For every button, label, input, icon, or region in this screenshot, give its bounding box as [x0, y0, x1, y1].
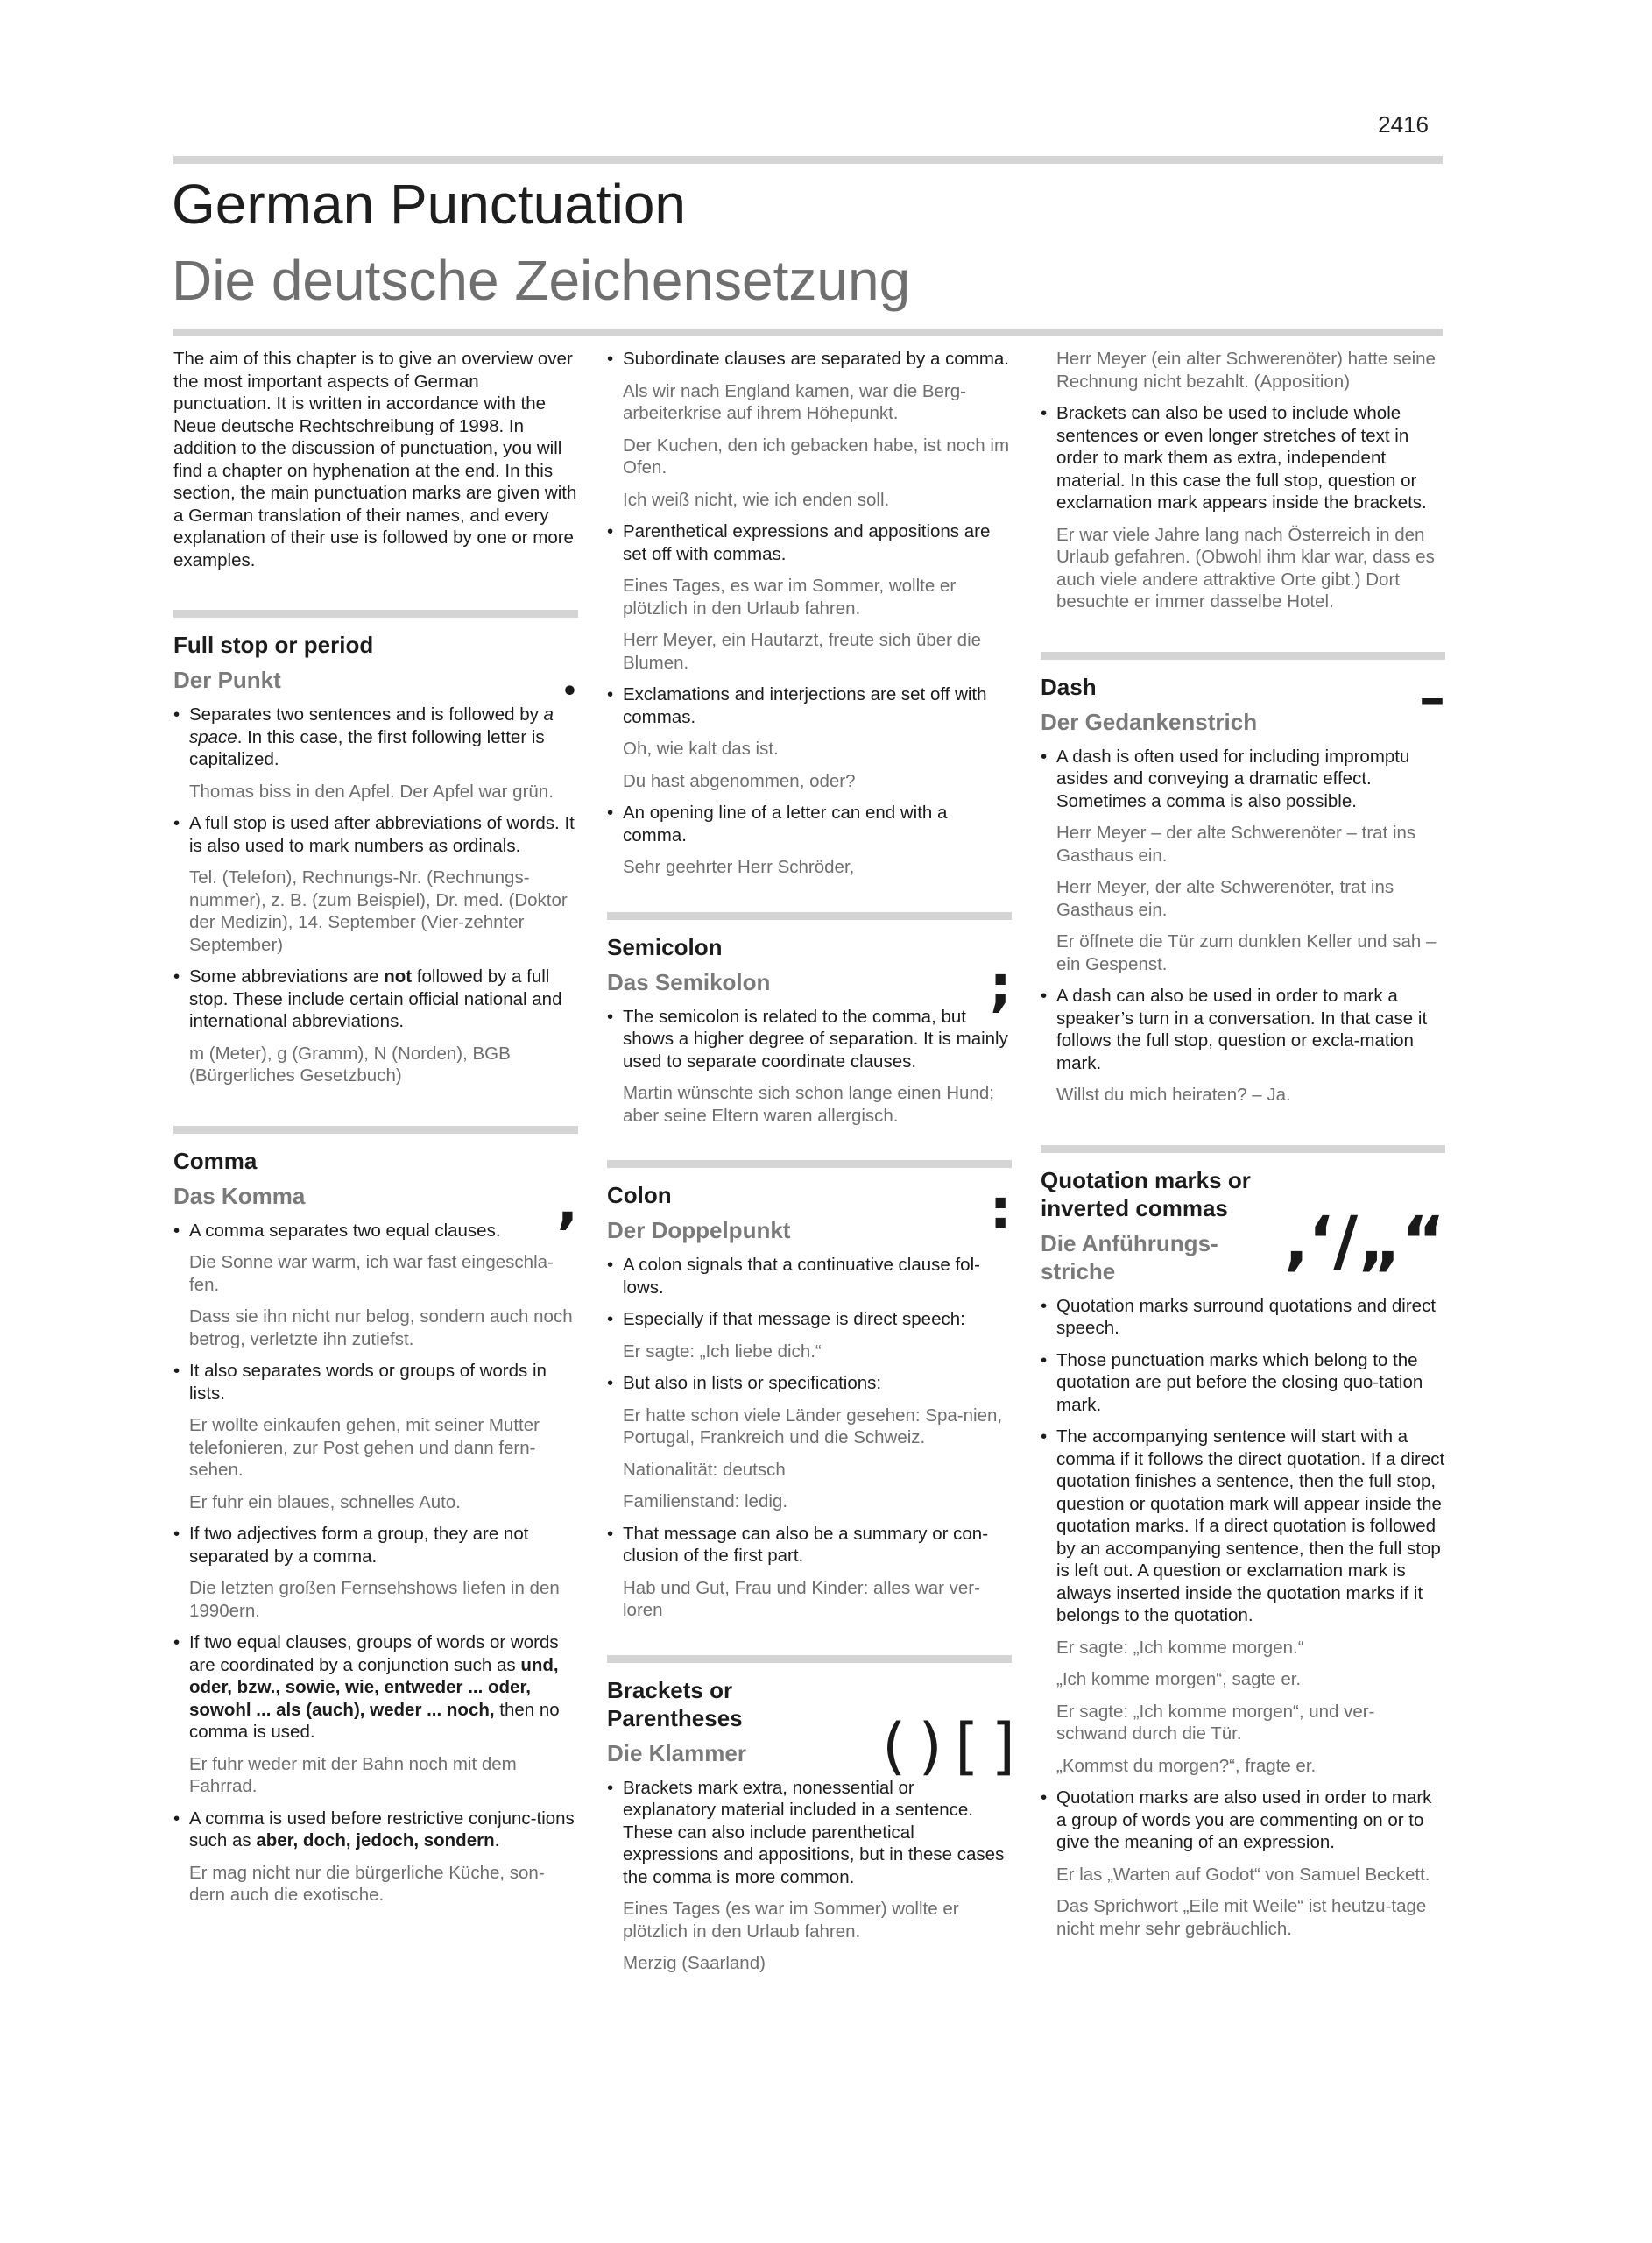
comma-symbol: , — [556, 1171, 578, 1236]
example-text: Martin wünschte sich schon lange einen Hund; aber seine Eltern waren allergisch. — [623, 1083, 994, 1126]
rule-bullet: • But also in lists or specifications: — [607, 1372, 1012, 1395]
section-full-stop — [173, 610, 578, 1087]
example-text: Er hatte schon viele Länder gesehen: Spa-nien, Portugal, Frankreich und die Schweiz. — [623, 1405, 1003, 1447]
rule-bullet: • A dash can also be used in order to mark a speaker’s turn in a conversation. In that case it follows the full stop, question or excla-mation mark. — [1041, 985, 1445, 1074]
example-text: Er sagte: „Ich liebe dich.“ — [623, 1341, 822, 1362]
rule-bullet: • The semicolon is related to the comma, but shows a higher degree of separation. It is mainly used to separate coordinate clauses. — [607, 1006, 1012, 1073]
rule-bullet: • A colon signals that a continuative clause fol-lows. — [607, 1254, 1012, 1298]
example-text: Familienstand: ledig. — [623, 1491, 788, 1511]
semicolon-symbol: ; — [989, 953, 1012, 1019]
example-text: „Ich komme morgen“, sagte er. — [1056, 1669, 1302, 1689]
section-title: Full stop or period — [173, 632, 374, 658]
column-2 — [607, 348, 1012, 1975]
rule-bullet: • A full stop is used after abbreviations of words. It is also used to mark numbers as ordinals. — [173, 812, 578, 857]
example-text: Dass sie ihn nicht nur belog, sondern auch noch betrog, verletzte ihn zutiefst. — [189, 1306, 573, 1349]
example-text: „Kommst du morgen?“, fragte er. — [1056, 1755, 1317, 1776]
rule-bullet: • Especially if that message is direct speech: — [607, 1308, 1012, 1331]
example-text: Hab und Gut, Frau und Kinder: alles war ver-loren — [623, 1577, 980, 1620]
section-subtitle: Die Klammer — [607, 1739, 746, 1766]
section-subtitle: Der Punkt — [173, 667, 281, 693]
page-title-german: Die deutsche Zeichensetzung — [172, 249, 911, 312]
rule-bullet: • If two adjectives form a group, they are not separated by a comma. — [173, 1523, 578, 1567]
example-text: Eines Tages (es war im Sommer) wollte er plötzlich in den Urlaub fahren. — [623, 1899, 959, 1942]
section-comma — [173, 1126, 578, 1907]
rule-bullet: • If two equal clauses, groups of words or words are coordinated by a conjunction such as und, oder, bzw., sowie, wie, entweder ... oder, sowohl ... als (auch), weder ... noch, then no comma is used. — [173, 1631, 578, 1744]
example-text: Er mag nicht nur die bürgerliche Küche, son-dern auch die exotische. — [189, 1862, 545, 1905]
top-rule — [173, 156, 1443, 164]
example-text: Thomas biss in den Apfel. Der Apfel war grün. — [189, 781, 554, 802]
section-title: Comma — [173, 1147, 258, 1174]
example-text: Er öffnete die Tür zum dunklen Keller und sah – ein Gespenst. — [1056, 931, 1437, 974]
rule-bullet: • Some abbreviations are not followed by a full stop. These include certain official national and international abbreviations. — [173, 966, 578, 1033]
rule-bullet: • It also separates words or groups of words in lists. — [173, 1360, 578, 1405]
example-text: Eines Tages, es war im Sommer, wollte er plötzlich in den Urlaub fahren. — [623, 576, 957, 619]
section-subtitle: Die Anführungs-striche — [1041, 1229, 1218, 1284]
example-text: Er fuhr ein blaues, schnelles Auto. — [189, 1491, 461, 1512]
page-number: 2416 — [1378, 111, 1429, 138]
example-text: Nationalität: deutsch — [623, 1459, 786, 1480]
example-text: Die letzten großen Fernsehshows liefen in den 1990ern. — [189, 1578, 560, 1621]
section-title: Quotation marks or inverted commas — [1041, 1166, 1251, 1221]
brackets-symbol: ( ) [ ] — [882, 1709, 1012, 1782]
column-1 — [173, 348, 578, 1907]
colon-symbol: : — [989, 1178, 1012, 1242]
example-text: Der Kuchen, den ich gebacken habe, ist noch im Ofen. — [623, 435, 1010, 478]
example-text: Er wollte einkaufen gehen, mit seiner Mutter telefonieren, zur Post gehen und dann fern-sehen. — [189, 1415, 540, 1480]
rule-bullet: • That message can also be a summary or con-clusion of the first part. — [607, 1523, 1012, 1567]
example-text: Er war viele Jahre lang nach Österreich in den Urlaub gefahren. (Obwohl ihm klar war, dass es auch viele andere attraktive Orte gibt.) Dort besuchte er immer dasselbe Hotel. — [1056, 524, 1435, 612]
example-text: Als wir nach England kamen, war die Berg-arbeiterkrise auf ihrem Höhepunkt. — [623, 380, 966, 423]
rule-bullet: • An opening line of a letter can end with a comma. — [607, 802, 1012, 846]
example-text: Herr Meyer – der alte Schwerenöter – trat ins Gasthaus ein. — [1056, 823, 1416, 866]
example-text: Er las „Warten auf Godot“ von Samuel Beckett. — [1056, 1864, 1430, 1885]
dash-symbol: – — [1419, 667, 1445, 729]
example-text: Tel. (Telefon), Rechnungs-Nr. (Rechnungs-nummer), z. B. (zum Beispiel), Dr. med. (Doktor der Medizin), 14. September (Vier-zehnter September) — [189, 867, 568, 955]
section-subtitle: Der Gedankenstrich — [1041, 708, 1258, 735]
page-title-english: German Punctuation — [172, 173, 686, 236]
rule-bullet: • Separates two sentences and is followed by a space. In this case, the first following letter is capitalized. — [173, 704, 578, 771]
column-3 — [1041, 348, 1445, 1940]
rule-bullet: • Quotation marks surround quotations and direct speech. — [1041, 1295, 1445, 1340]
rule-bullet: • Brackets mark extra, nonessential or explanatory material included in a sentence. These can also include parenthetical expressions and appositions, but in these cases the comma is more common. — [607, 1777, 1012, 1889]
example-text: Das Sprichwort „Eile mit Weile“ ist heutzu-tage nicht mehr sehr gebräuchlich. — [1056, 1896, 1427, 1939]
example-text: Er fuhr weder mit der Bahn noch mit dem Fahrrad. — [189, 1753, 517, 1796]
section-colon — [607, 1160, 1012, 1622]
example-text: Die Sonne war warm, ich war fast eingeschla-fen. — [189, 1252, 554, 1295]
example-text: Sehr geehrter Herr Schröder, — [623, 857, 855, 877]
section-brackets — [607, 1655, 1012, 1975]
section-subtitle: Das Komma — [173, 1182, 306, 1209]
example-text: Merzig (Saarland) — [623, 1953, 766, 1973]
rule-bullet: • Exclamations and interjections are set off with commas. — [607, 683, 1012, 728]
section-comma-continued — [607, 348, 1012, 879]
rule-bullet: • The accompanying sentence will start with a comma if it follows the direct quotation. If a direct quotation finishes a sentence, then the full stop, question or quotation mark will appear inside the quotation marks. If a direct quotation is followed by an accompanying sentence, then the full stop is left out. A question or exclamation mark is always inserted inside the quotation marks if it belongs to the quotation. — [1041, 1426, 1445, 1627]
example-text: m (Meter), g (Gramm), N (Norden), BGB (Bürgerliches Gesetzbuch) — [189, 1043, 511, 1086]
section-title: Brackets or Parentheses — [607, 1676, 743, 1731]
rule-bullet: • Those punctuation marks which belong to the quotation are put before the closing quo-tation mark. — [1041, 1349, 1445, 1417]
intro-paragraph: The aim of this chapter is to give an overview over the most important aspects of German punctuation. It is written in accordance with the Neue deutsche Rechtschreibung of 1998. In addition to the discussion of punctuation, you will find a chapter on hyphenation at the end. In this section, the main punctuation marks are given with a German translation of their names, and every explanation of their use is followed by one or more examples. — [173, 349, 577, 570]
title-rule — [173, 329, 1443, 336]
section-brackets-continued — [1041, 348, 1445, 613]
section-title: Dash — [1041, 673, 1097, 700]
example-text: Ich weiß nicht, wie ich enden soll. — [623, 489, 890, 510]
example-text: Du hast abgenommen, oder? — [623, 770, 856, 791]
rule-bullet: • Parenthetical expressions and appositions are set off with commas. — [607, 520, 1012, 565]
example-text: Oh, wie kalt das ist. — [623, 739, 779, 759]
section-dash — [1041, 652, 1445, 1107]
quotation-marks-symbol: ‚‘/„“ — [1282, 1200, 1445, 1279]
section-subtitle: Der Doppelpunkt — [607, 1217, 791, 1243]
section-title: Colon — [607, 1182, 672, 1208]
section-title: Semicolon — [607, 933, 723, 960]
example-text: Er sagte: „Ich komme morgen“, und ver-schwand durch die Tür. — [1056, 1701, 1375, 1744]
rule-bullet: • A comma separates two equal clauses. — [173, 1220, 578, 1242]
rule-bullet: • Subordinate clauses are separated by a comma. — [607, 348, 1012, 371]
rule-bullet: • A comma is used before restrictive conjunc-tions such as aber, doch, jedoch, sondern. — [173, 1808, 578, 1852]
rule-bullet: • Quotation marks are also used in order to mark a group of words you are commenting on or to give the meaning of an expression. — [1041, 1787, 1445, 1854]
rule-bullet: • A dash is often used for including impromptu asides and conveying a dramatic effect. Sometimes a comma is also possible. — [1041, 746, 1445, 813]
section-quotation-marks — [1041, 1145, 1445, 1941]
section-subtitle: Das Semikolon — [607, 968, 771, 995]
rule-bullet: • Brackets can also be used to include whole sentences or even longer stretches of text in order to mark them as extra, independent material. In this case the full stop, question or exclamation mark appears inside the brackets. — [1041, 402, 1445, 514]
example-text: Herr Meyer, der alte Schwerenöter, trat ins Gasthaus ein. — [1056, 877, 1394, 920]
full-stop-symbol: • — [561, 676, 578, 707]
example-text: Herr Meyer (ein alter Schwerenöter) hatte seine Rechnung nicht bezahlt. (Apposition) — [1056, 349, 1436, 392]
example-text: Willst du mich heiraten? – Ja. — [1056, 1085, 1291, 1105]
section-semicolon — [607, 912, 1012, 1128]
example-text: Er sagte: „Ich komme morgen.“ — [1056, 1637, 1304, 1658]
example-text: Herr Meyer, ein Hautarzt, freute sich über die Blumen. — [623, 630, 982, 673]
